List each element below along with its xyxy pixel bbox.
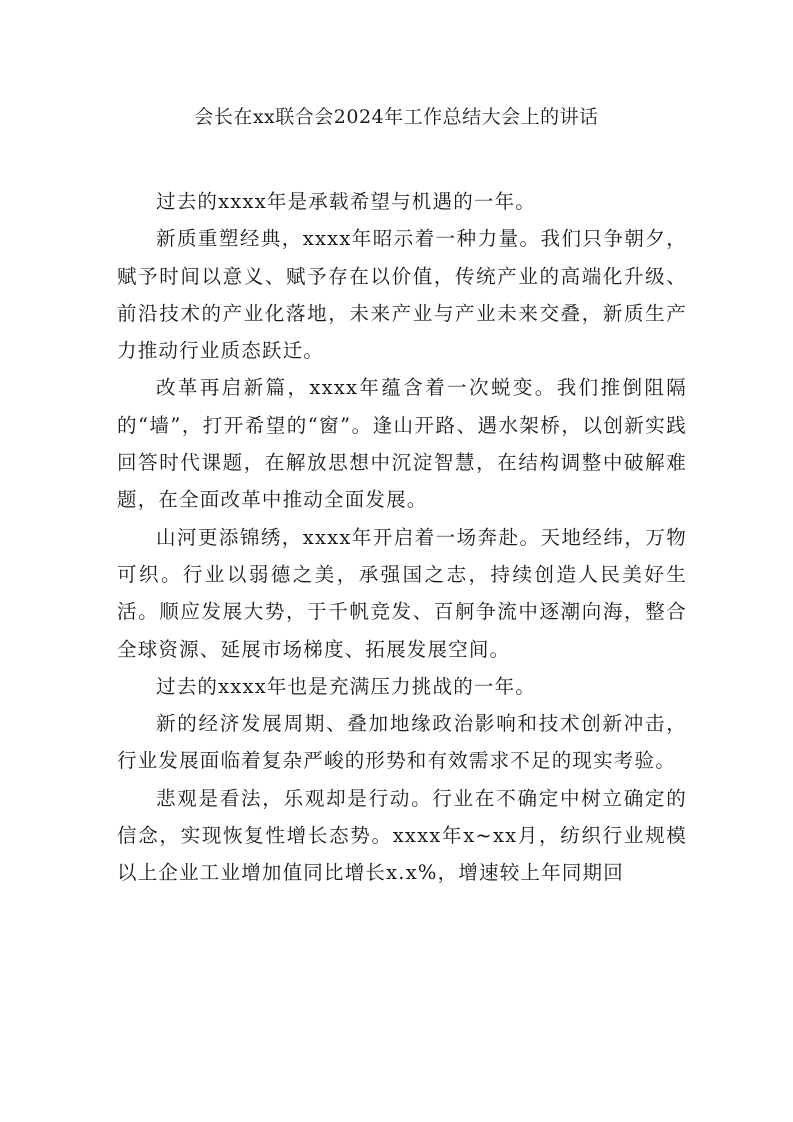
document-title: 会长在xx联合会2024年工作总结大会上的讲话 [194,106,599,128]
paragraph: 过去的xxxx年是承载希望与机遇的一年。 [156,190,536,213]
paragraph: 新质重塑经典，xxxx年昭示着一种力量。我们只争朝夕，赋予时间以意义、赋予存在以价值，传统产业的高端化升级、前沿技术的产业化落地，未来产业与产业未来交叠，新质生产力推动行业质态跃迁。 [117,227,687,363]
document-body [117,183,687,892]
paragraph: 新的经济发展周期、叠加地缘政治影响和技术创新冲击，行业发展面临着复杂严峻的形势和有效需求不足的现实考验。 [117,712,687,773]
paragraph: 山河更添锦绣，xxxx年开启着一场奔赴。天地经纬，万物可织。行业以弱德之美，承强国之志，持续创造人民美好生活。顺应发展大势，于千帆竞发、百舸争流中逐潮向海，整合全球资源、延展市场梯度、拓展发展空间。 [117,525,687,661]
paragraph: 悲观是看法，乐观却是行动。行业在不确定中树立确定的信念，实现恢复性增长态势。xxxx年x~xx月，纺织行业规模以上企业工业增加值同比增长x.x%，增速较上年同期回 [117,786,687,885]
paragraph: 改革再启新篇，xxxx年蕴含着一次蜕变。我们推倒阻隔的“墙”，打开希望的“窗”。逢山开路、遇水架桥，以创新实践回答时代课题，在解放思想中沉淀智慧，在结构调整中破解难题，在全面改革中推动全面发展。 [117,376,687,512]
paragraph: 过去的xxxx年也是充满压力挑战的一年。 [156,674,536,698]
